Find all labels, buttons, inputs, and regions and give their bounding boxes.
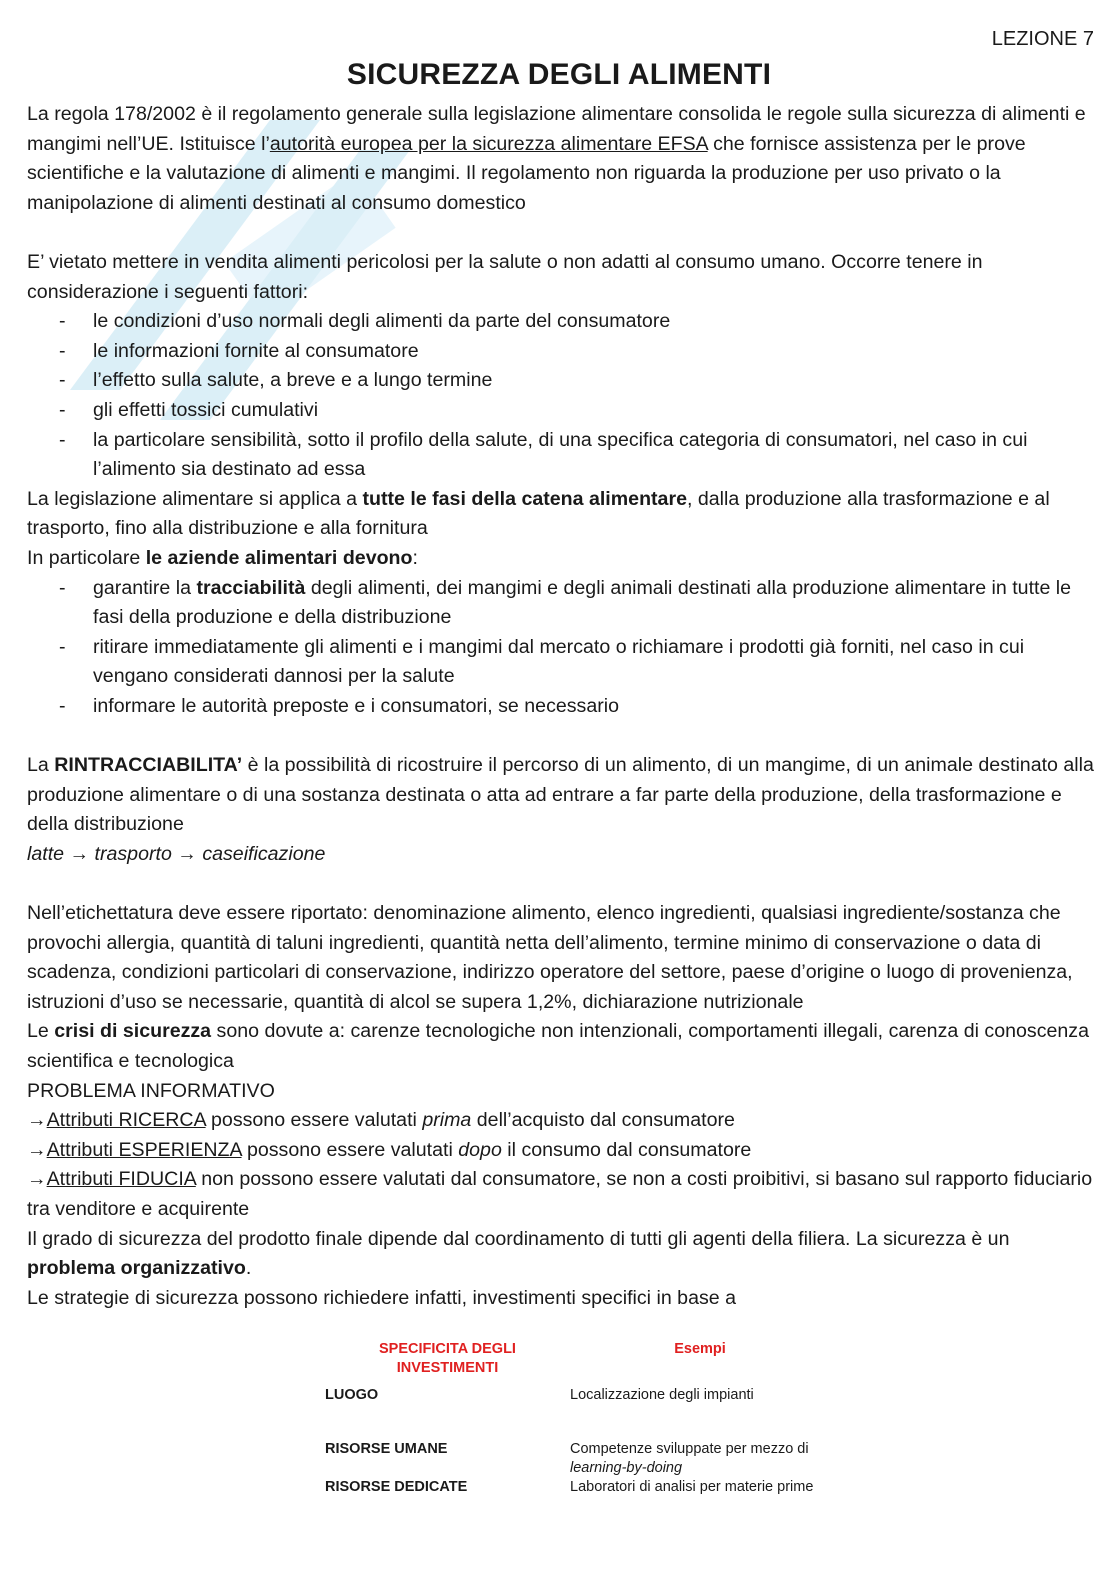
danger-paragraph: E’ vietato mettere in vendita alimenti pericolosi per la salute o non adatti al consumo umano. Occorre tenere in considerazione i seguenti fattori: [27, 250, 983, 303]
list-item: - l’effetto sulla salute, a breve e a lungo termine [27, 366, 1097, 396]
organization-paragraph: Il grado di sicurezza del prodotto finale dipende dal coordinamento di tutti gli agenti della filiera. La sicurezza è un problema organizzativo. [27, 1227, 1010, 1280]
table-row [325, 1440, 830, 1478]
list-item: - ritirare immediatamente gli alimenti e i mangimi dal mercato o richiamare i prodotti già forniti, nel caso in cui vengano considerati dannosi per la salute [27, 633, 1097, 692]
table-row [325, 1386, 830, 1440]
table-row [325, 1478, 830, 1497]
row-value: Competenze sviluppate per mezzo di learning-by-doing [570, 1441, 809, 1476]
companies-list [27, 574, 1097, 722]
page-title: SICUREZZA DEGLI ALIMENTI [346, 58, 772, 91]
table-header-row [325, 1340, 830, 1386]
attribute-trust: →Attributi FIDUCIA non possono essere valutati dal consumatore, se non a costi proibitivi, si basano sul rapporto fiduciario tra venditore e acquirente [27, 1168, 1093, 1220]
labeling-paragraph: Nell’etichettatura deve essere riportato: denominazione alimento, elenco ingredienti, qualsiasi ingrediente/sostanza che provochi allergia, quantità di taluni ingredienti, quantità netta dell’alimento, termine minimo di conservazione o data di scadenza, condizioni particolari di conservazione, indirizzo operatore del settore, paese d’origine o luogo di provenienza, istruzioni d’uso se necessarie, quantità di alcol se supera 1,2%, dichiarazione nutrizionale [27, 902, 1073, 1013]
list-item: - le informazioni fornite al consumatore [27, 337, 1097, 367]
strategies-paragraph: Le strategie di sicurezza possono richiedere infatti, investimenti specifici in base a [27, 1286, 737, 1309]
lesson-label: LEZIONE 7 [991, 28, 1094, 50]
companies-paragraph: In particolare le aziende alimentari devono: [27, 546, 418, 569]
info-problem-title: PROBLEMA INFORMATIVO [27, 1079, 275, 1102]
list-item: - garantire la tracciabilità degli alimenti, dei mangimi e degli animali destinati alla produzione alimentare in tutte le fasi della produzione e della distribuzione [27, 574, 1097, 633]
investments-table [325, 1340, 830, 1497]
list-item: - le condizioni d’uso normali degli alimenti da parte del consumatore [27, 307, 1097, 337]
header-specificity: SPECIFICITA DEGLI INVESTIMENTI [379, 1341, 516, 1376]
list-item: - la particolare sensibilità, sotto il profilo della salute, di una specifica categoria di consumatori, nel caso in cui l’alimento sia destinato ad essa [27, 426, 1097, 485]
chain-paragraph: La legislazione alimentare si applica a tutte le fasi della catena alimentare, dalla produzione alla trasformazione e al trasporto, fino alla distribuzione e alla fornitura [27, 487, 1050, 540]
document-body [27, 100, 1097, 1313]
row-value: Laboratori di analisi per materie prime [570, 1479, 814, 1495]
row-label: RISORSE DEDICATE [325, 1479, 468, 1495]
factors-list [27, 307, 1097, 485]
intro-paragraph: La regola 178/2002 è il regolamento generale sulla legislazione alimentare consolida le regole sulla sicurezza di alimenti e mangimi nell’UE. Istituisce l’autorità europea per la sicurezza alimentare EFSA che fornisce assistenza per le prove scientifiche e la valutazione di alimenti e mangimi. Il regolamento non riguarda la produzione per uso privato o la manipolazione di alimenti destinati al consumo domestico [27, 103, 1086, 214]
crisis-paragraph: Le crisi di sicurezza sono dovute a: carenze tecnologiche non intenzionali, comportamenti illegali, carenza di conoscenza scientifica e tecnologica [27, 1020, 1089, 1072]
list-item: - informare le autorità preposte e i consumatori, se necessario [27, 692, 1097, 722]
row-label: LUOGO [325, 1387, 379, 1403]
attribute-experience: →Attributi ESPERIENZA possono essere valutati dopo il consumo dal consumatore [27, 1138, 752, 1161]
list-item: - gli effetti tossici cumulativi [27, 396, 1097, 426]
header-examples: Esempi [674, 1341, 726, 1357]
traceability-example: latte → trasporto → caseificazione [27, 842, 326, 865]
efsa-link: autorità europea per la sicurezza alimentare EFSA [269, 132, 708, 155]
attribute-search: →Attributi RICERCA possono essere valutati prima dell’acquisto dal consumatore [27, 1109, 735, 1132]
traceability-paragraph: La RINTRACCIABILITA’ è la possibilità di ricostruire il percorso di un alimento, di un mangime, di un animale destinato alla produzione alimentare o di una sostanza destinata o atta ad entrare a far parte della produzione, della trasformazione e della distribuzione [27, 754, 1094, 836]
row-value: Localizzazione degli impianti [570, 1387, 754, 1403]
row-label: RISORSE UMANE [325, 1441, 448, 1457]
